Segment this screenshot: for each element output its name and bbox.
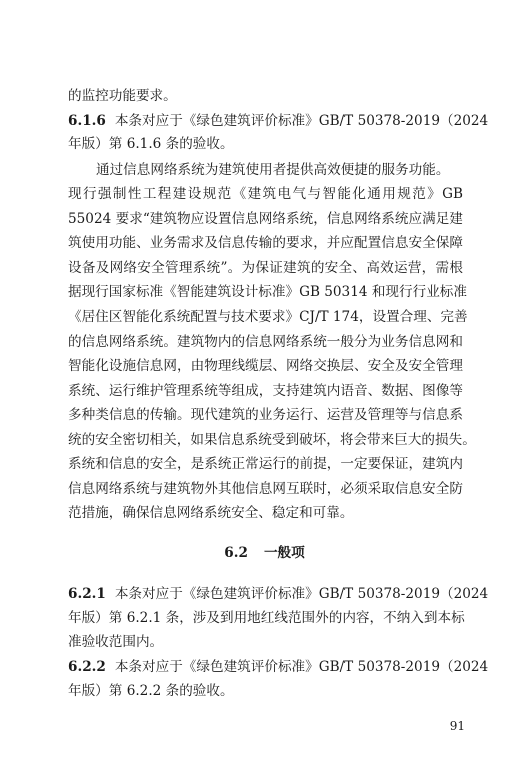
clause-text: 本条对应于《绿色建筑评价标准》GB/T 50378-2019（2024: [114, 586, 489, 602]
clause-text: 本条对应于《绿色建筑评价标准》GB/T 50378-2019（2024: [114, 113, 489, 129]
paragraph-line: 现行强制性工程建设规范《建筑电气与智能化通用规范》GB: [68, 186, 463, 202]
paragraph-line: 通过信息网络系统为建筑使用者提供高效便捷的服务功能。: [96, 162, 450, 178]
paragraph-line: 准验收范围内。: [68, 634, 164, 650]
paragraph-line: 《居住区智能化系统配置与技术要求》CJ/T 174，设置合理、完善: [68, 309, 468, 325]
paragraph-line: 年版）第 6.2.1 条，涉及到用地红线范围外的内容，不纳入到本标: [68, 610, 465, 626]
section-heading: [0, 543, 529, 563]
clause-6-1-6: [68, 111, 489, 131]
clause-6-2-2: [68, 657, 489, 677]
section-number: 6.2: [224, 545, 248, 561]
paragraph-line: 系统和信息的安全，是系统正常运行的前提，一定要保证，建筑内: [68, 456, 463, 472]
paragraph-line: 年版）第 6.2.2 条的验收。: [68, 683, 234, 699]
paragraph-line: 系统、运行维护管理系统等组成，支持建筑内语音、数据、图像等: [68, 383, 463, 399]
paragraph-line: 筑使用功能、业务需求及信息传输的要求，并应配置信息安全保障: [68, 235, 463, 251]
paragraph-line: 信息网络系统与建筑物外其他信息网互联时，必须采取信息安全防: [68, 481, 463, 497]
paragraph-line: 55024 要求“建筑物应设置信息网络系统，信息网络系统应满足建: [68, 211, 463, 227]
paragraph-line: 据现行国家标准《智能建筑设计标准》GB 50314 和现行行业标准: [68, 284, 467, 300]
paragraph-line: 的监控功能要求。: [68, 88, 177, 104]
paragraph-line: 设备及网络安全管理系统”。为保证建筑的安全、高效运营，需根: [68, 260, 463, 276]
paragraph-line: 年版）第 6.1.6 条的验收。: [68, 136, 234, 152]
page-number: 91: [449, 719, 465, 733]
clause-6-2-1: [68, 584, 489, 604]
section-title: 一般项: [263, 545, 305, 561]
clause-text: 本条对应于《绿色建筑评价标准》GB/T 50378-2019（2024: [114, 659, 489, 675]
paragraph-line: 的信息网络系统。建筑物内的信息网络系统一般分为业务信息网和: [68, 334, 463, 350]
paragraph-line: 范措施，确保信息网络系统安全、稳定和可靠。: [68, 505, 354, 521]
paragraph-line: 多种类信息的传输。现代建筑的业务运行、运营及管理等与信息系: [68, 407, 463, 423]
clause-number: 6.2.2: [68, 659, 106, 675]
clause-number: 6.2.1: [68, 586, 106, 602]
paragraph-line: 统的安全密切相关，如果信息系统受到破坏，将会带来巨大的损失。: [68, 432, 476, 448]
paragraph-line: 智能化设施信息网，由物理线缆层、网络交换层、安全及安全管理: [68, 358, 463, 374]
clause-number: 6.1.6: [68, 113, 106, 129]
